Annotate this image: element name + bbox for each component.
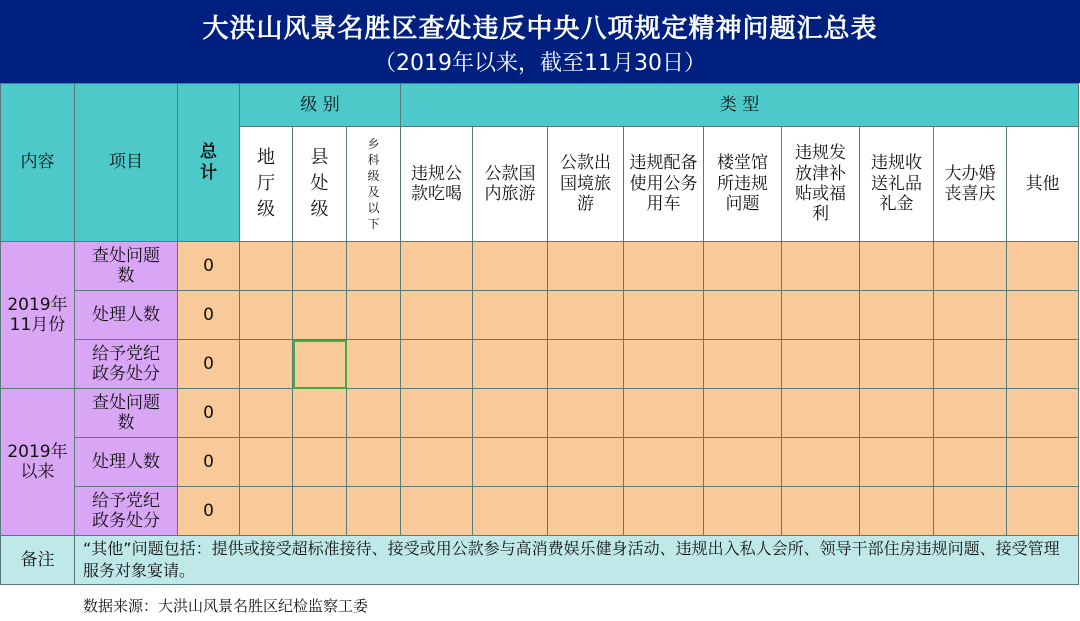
row-total: 0 (178, 389, 240, 438)
row-total: 0 (178, 242, 240, 291)
type-header-cell: 公款国 内旅游 (473, 127, 548, 242)
type-header-cell: 违规收 送礼品 礼金 (860, 127, 934, 242)
data-cell[interactable] (347, 291, 401, 340)
type-header-cell: 大办婚 丧喜庆 (934, 127, 1007, 242)
data-cell[interactable] (401, 340, 473, 389)
data-cell[interactable] (293, 242, 347, 291)
data-cell[interactable] (473, 291, 548, 340)
type-header-cell: 其他 (1007, 127, 1079, 242)
row-item: 给予党纪 政务处分 (75, 340, 178, 389)
data-cell[interactable] (401, 291, 473, 340)
data-cell[interactable] (782, 291, 860, 340)
row-total: 0 (178, 291, 240, 340)
data-cell[interactable] (782, 487, 860, 536)
data-cell[interactable] (860, 438, 934, 487)
type-header-cell: 违规配备 使用公务 用车 (624, 127, 704, 242)
row-total: 0 (178, 438, 240, 487)
level-header-cell: 乡 科 级 及 以 下 (347, 127, 401, 242)
data-cell[interactable] (860, 340, 934, 389)
data-cell[interactable] (293, 487, 347, 536)
table-row (1, 340, 1079, 389)
data-cell[interactable] (240, 487, 293, 536)
data-cell[interactable] (473, 242, 548, 291)
data-cell[interactable] (1007, 487, 1079, 536)
data-cell[interactable] (240, 340, 293, 389)
header-type: 类 型 (401, 84, 1079, 127)
type-header-cell: 楼堂馆 所违规 问题 (704, 127, 782, 242)
data-cell[interactable] (473, 438, 548, 487)
type-header-cell: 公款出 国境旅 游 (548, 127, 624, 242)
data-cell[interactable] (401, 242, 473, 291)
data-cell[interactable] (548, 487, 624, 536)
table-row (1, 291, 1079, 340)
data-cell[interactable] (293, 291, 347, 340)
row-total: 0 (178, 487, 240, 536)
data-cell[interactable] (704, 291, 782, 340)
data-cell[interactable] (934, 438, 1007, 487)
note-row (1, 536, 1079, 585)
data-cell[interactable] (1007, 242, 1079, 291)
data-cell[interactable] (401, 438, 473, 487)
data-cell[interactable] (782, 340, 860, 389)
row-item: 处理人数 (75, 291, 178, 340)
data-cell[interactable] (240, 291, 293, 340)
data-cell[interactable] (347, 487, 401, 536)
row-total: 0 (178, 340, 240, 389)
data-cell[interactable] (347, 242, 401, 291)
data-cell[interactable] (860, 242, 934, 291)
data-cell[interactable] (473, 389, 548, 438)
data-cell[interactable] (624, 487, 704, 536)
data-cell[interactable] (548, 291, 624, 340)
group-label: 2019年 以来 (1, 389, 75, 536)
data-cell[interactable] (240, 242, 293, 291)
table-row (1, 438, 1079, 487)
data-cell[interactable] (240, 438, 293, 487)
data-cell[interactable] (1007, 438, 1079, 487)
data-cell[interactable] (473, 487, 548, 536)
data-cell[interactable] (782, 242, 860, 291)
data-cell[interactable] (704, 389, 782, 438)
data-cell[interactable] (704, 438, 782, 487)
data-cell[interactable] (401, 487, 473, 536)
level-header-cell: 地 厅 级 (240, 127, 293, 242)
note-label: 备注 (1, 536, 75, 585)
data-cell[interactable] (782, 389, 860, 438)
data-cell[interactable] (1007, 291, 1079, 340)
data-cell[interactable] (624, 242, 704, 291)
data-cell[interactable] (624, 389, 704, 438)
data-cell[interactable] (934, 389, 1007, 438)
data-cell[interactable] (1007, 389, 1079, 438)
data-cell[interactable] (860, 291, 934, 340)
summary-table (0, 83, 1079, 585)
data-cell[interactable] (548, 242, 624, 291)
table-subtitle: （2019年以来，截至11月30日） (374, 51, 706, 76)
header-level: 级 别 (240, 84, 401, 127)
data-cell[interactable] (704, 340, 782, 389)
data-cell[interactable] (624, 291, 704, 340)
row-item: 给予党纪 政务处分 (75, 487, 178, 536)
data-cell[interactable] (473, 340, 548, 389)
row-item: 查处问题 数 (75, 389, 178, 438)
row-item: 查处问题 数 (75, 242, 178, 291)
data-cell[interactable] (548, 340, 624, 389)
data-cell[interactable] (624, 340, 704, 389)
data-cell[interactable] (860, 389, 934, 438)
data-cell[interactable] (293, 389, 347, 438)
data-cell[interactable] (347, 438, 401, 487)
data-cell[interactable] (934, 242, 1007, 291)
row-item: 处理人数 (75, 438, 178, 487)
selected-cell[interactable] (293, 340, 347, 389)
note-text: “其他”问题包括：提供或接受超标准接待、接受或用公款参与高消费娱乐健身活动、违规出入私人会所、领导干部住房违规问题、接受管理服务对象宴请。 (75, 536, 1079, 585)
table-title: 大洪山风景名胜区查处违反中央八项规定精神问题汇总表 (202, 14, 878, 44)
data-cell[interactable] (240, 389, 293, 438)
data-cell[interactable] (934, 340, 1007, 389)
data-cell[interactable] (347, 389, 401, 438)
data-cell[interactable] (704, 487, 782, 536)
data-cell[interactable] (624, 438, 704, 487)
table-row (1, 242, 1079, 291)
header-content: 内容 (1, 84, 75, 242)
data-cell[interactable] (860, 487, 934, 536)
data-cell[interactable] (401, 389, 473, 438)
header-item: 项目 (75, 84, 178, 242)
data-cell[interactable] (1007, 340, 1079, 389)
data-cell[interactable] (548, 438, 624, 487)
group-label: 2019年 11月份 (1, 242, 75, 389)
data-cell[interactable] (704, 242, 782, 291)
data-source: 数据来源：大洪山风景名胜区纪检监察工委 (83, 597, 369, 615)
level-header-cell: 县 处 级 (293, 127, 347, 242)
data-cell[interactable] (347, 340, 401, 389)
title-bar (0, 0, 1080, 83)
table-row (1, 487, 1079, 536)
type-header-cell: 违规发 放津补 贴或福 利 (782, 127, 860, 242)
type-header-cell: 违规公 款吃喝 (401, 127, 473, 242)
data-cell[interactable] (293, 438, 347, 487)
data-cell[interactable] (782, 438, 860, 487)
table-row (1, 389, 1079, 438)
data-cell[interactable] (934, 291, 1007, 340)
data-cell[interactable] (934, 487, 1007, 536)
header-total: 总 计 (178, 84, 240, 242)
data-cell[interactable] (548, 389, 624, 438)
